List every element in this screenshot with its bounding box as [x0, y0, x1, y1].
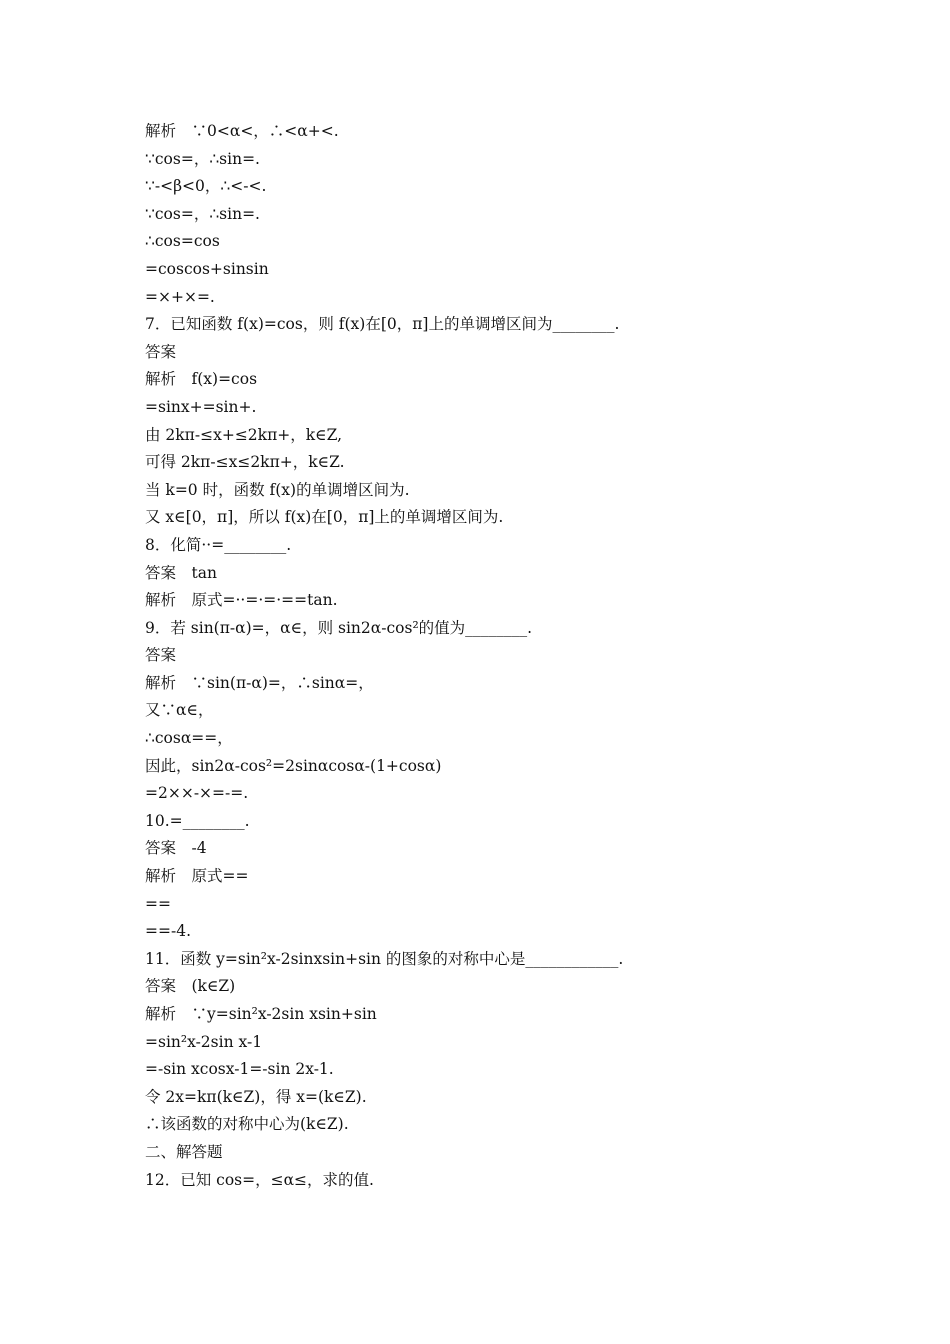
text-line: 解析 f(x)=cos	[145, 370, 258, 389]
question-10: 10.=________.	[145, 811, 250, 830]
question-9: 9．若 sin(π-α)=，α∈，则 sin2α-cos²的值为________.	[145, 618, 533, 637]
section-heading: 二、解答题	[145, 1142, 223, 1161]
text-line: 令 2x=kπ(k∈Z)，得 x=(k∈Z).	[145, 1087, 367, 1106]
text-line: =×+×=.	[145, 287, 215, 306]
answer-label: 答案 -4	[145, 839, 207, 858]
text-line: =coscos+sinsin	[145, 259, 269, 278]
text-line: =sinx+=sin+.	[145, 397, 257, 416]
text-line: 当 k=0 时，函数 f(x)的单调增区间为.	[145, 480, 410, 499]
text-line: ==	[145, 894, 171, 913]
text-line: =-sin xcosx-1=-sin 2x-1.	[145, 1060, 334, 1079]
text-line: 由 2kπ-≤x+≤2kπ+，k∈Z,	[145, 425, 343, 444]
text-line: =sin²x-2sin x-1	[145, 1032, 263, 1051]
text-line: ∵-<β<0，∴<-<.	[145, 177, 267, 196]
text-line: 可得 2kπ-≤x≤2kπ+，k∈Z.	[145, 453, 345, 472]
text-line: ∵cos=，∴sin=.	[145, 149, 260, 168]
text-line: 解析 原式==	[145, 867, 249, 886]
question-8: 8．化简··=________.	[145, 535, 292, 554]
text-line: 解析 ∵y=sin²x-2sin xsin+sin	[145, 1005, 377, 1023]
answer-label: 答案	[145, 342, 177, 361]
answer-label: 答案	[145, 646, 177, 665]
text-line: ∴cos=cos	[145, 232, 220, 251]
text-line: 又∵α∈，	[145, 701, 214, 720]
text-line: 解析 ∵sin(π-α)=，∴sinα=，	[145, 673, 374, 692]
text-line: 解析 ∵0<α<，∴<α+<.	[145, 122, 339, 140]
text-line: ==-4.	[145, 922, 192, 941]
answer-label: 答案 tan	[145, 563, 217, 582]
text-line: 因此，sin2α-cos²=2sinαcosα-(1+cosα)	[145, 756, 442, 775]
text-line: =2××-×=-=.	[145, 784, 249, 803]
text-line: 又 x∈[0，π]，所以 f(x)在[0，π]上的单调增区间为.	[145, 508, 504, 527]
text-line: 解析 原式=··=·=·==tan.	[145, 591, 338, 610]
text-line: ∴该函数的对称中心为(k∈Z).	[145, 1115, 349, 1134]
text-line: ∵cos=，∴sin=.	[145, 204, 260, 223]
document-body	[145, 118, 845, 1194]
question-11: 11．函数 y=sin²x-2sinxsin+sin 的图象的对称中心是____________.	[145, 949, 624, 968]
answer-label: 答案 (k∈Z)	[145, 977, 236, 996]
text-line: ∴cosα==，	[145, 729, 233, 748]
question-7: 7．已知函数 f(x)=cos，则 f(x)在[0，π]上的单调增区间为________.	[145, 315, 620, 334]
question-12: 12．已知 cos=，≤α≤，求的值.	[145, 1170, 374, 1189]
